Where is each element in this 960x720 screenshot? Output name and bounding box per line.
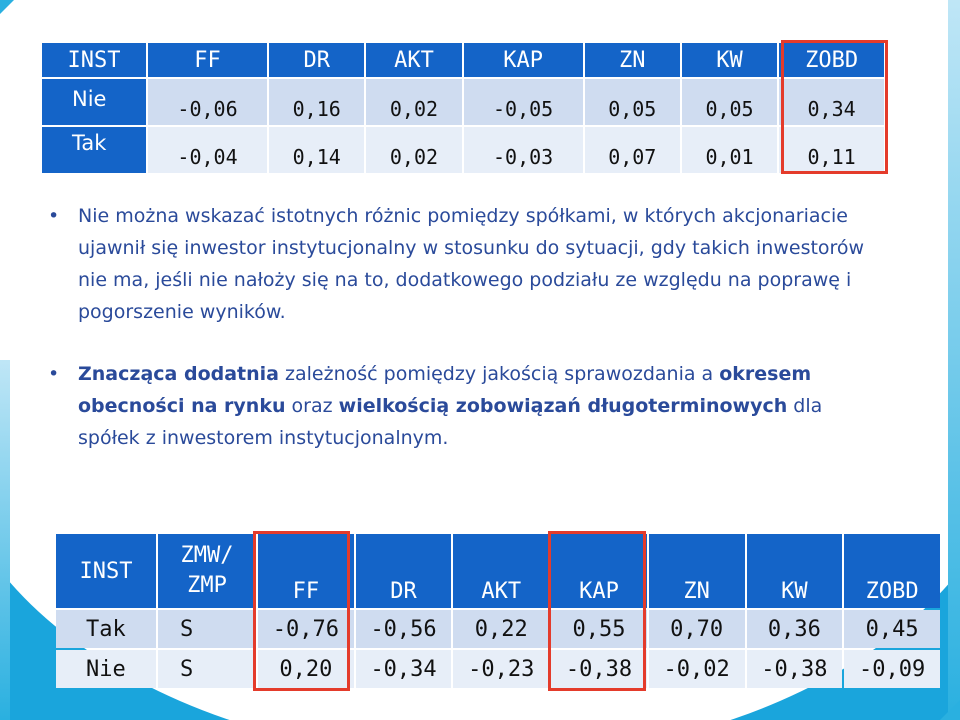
table-cell: 0,20 xyxy=(258,650,354,688)
header-cell: KW xyxy=(682,43,777,77)
table-row xyxy=(42,127,884,173)
table-row xyxy=(56,610,940,648)
bullet-emphasis: wielkością zobowiązań długoterminowych xyxy=(338,395,788,417)
table-cell: -0,34 xyxy=(356,650,452,688)
table-cell: 0,34 xyxy=(779,79,884,125)
row-type: S xyxy=(158,610,256,648)
table-cell: -0,09 xyxy=(844,650,940,688)
bullet-emphasis: Znacząca dodatnia xyxy=(78,363,279,385)
table-cell: 0,70 xyxy=(649,610,745,648)
header-cell: KW xyxy=(747,534,843,608)
table-header-row xyxy=(56,534,940,608)
corner-decoration-bottom-right xyxy=(940,700,960,720)
bullet-text: Nie można wskazać istotnych różnic pomiędzy spółkami, w których akcjonariacie ujawnił się inwestor instytucjonalny w stosunku do sytuacji, gdy takich inwestorów nie ma, jeśli nie nałoży się na to, dodatkowego podziału ze względu na poprawę i pogorszenie wyników. xyxy=(78,205,865,323)
bullet-dot-icon: • xyxy=(48,363,60,385)
bullet-list xyxy=(48,200,878,454)
table-cell: -0,38 xyxy=(551,650,647,688)
row-label: Nie xyxy=(42,79,146,125)
header-cell: ZN xyxy=(649,534,745,608)
table-cell: 0,05 xyxy=(585,79,680,125)
table-cell: -0,04 xyxy=(148,127,267,173)
header-cell: ZOBD xyxy=(779,43,884,77)
header-cell: KAP xyxy=(464,43,583,77)
table-header-row xyxy=(42,43,884,77)
table-cell: -0,02 xyxy=(649,650,745,688)
table-cell: 0,01 xyxy=(682,127,777,173)
header-cell: INST xyxy=(56,534,156,608)
row-label: Tak xyxy=(42,127,146,173)
bullet-text: zależność pomiędzy jakością sprawozdania a xyxy=(278,363,720,385)
bullet-dot-icon: • xyxy=(48,205,60,227)
highlight-box-zobd xyxy=(781,40,888,174)
table-cell: 0,45 xyxy=(844,610,940,648)
row-type: S xyxy=(158,650,256,688)
table-cell: -0,38 xyxy=(747,650,843,688)
left-accent-band xyxy=(0,360,10,720)
bullet-emphasis: okresem obecności na rynku xyxy=(78,363,812,417)
bullet-text: dla spółek z inwestorem instytucjonalnym. xyxy=(78,395,823,449)
header-cell: AKT xyxy=(366,43,461,77)
table-cell: 0,11 xyxy=(779,127,884,173)
header-cell: DR xyxy=(356,534,452,608)
table-cell: 0,05 xyxy=(682,79,777,125)
table-cell: 0,55 xyxy=(551,610,647,648)
header-cell: ZN xyxy=(585,43,680,77)
table-cell: -0,05 xyxy=(464,79,583,125)
row-label: Nie xyxy=(56,650,156,688)
table-cell: 0,16 xyxy=(269,79,364,125)
header-cell: KAP xyxy=(551,534,647,608)
header-cell: FF xyxy=(258,534,354,608)
table-row xyxy=(56,650,940,688)
header-cell: AKT xyxy=(453,534,549,608)
bullet-item xyxy=(48,358,878,454)
header-cell: FF xyxy=(148,43,267,77)
highlight-box-kap xyxy=(548,531,646,691)
bottom-results-table xyxy=(54,532,942,690)
table-cell: 0,36 xyxy=(747,610,843,648)
table-cell: -0,03 xyxy=(464,127,583,173)
highlight-box-ff xyxy=(253,531,350,691)
header-cell: INST xyxy=(42,43,146,77)
table-cell: 0,07 xyxy=(585,127,680,173)
table-cell: -0,56 xyxy=(356,610,452,648)
header-cell: ZMW/ ZMP xyxy=(158,534,256,608)
corner-decoration-top-left xyxy=(0,0,14,14)
table-cell: 0,02 xyxy=(366,127,461,173)
table-cell: 0,22 xyxy=(453,610,549,648)
table-cell: -0,06 xyxy=(148,79,267,125)
header-cell: DR xyxy=(269,43,364,77)
table-cell: 0,02 xyxy=(366,79,461,125)
table-cell: -0,76 xyxy=(258,610,354,648)
row-label: Tak xyxy=(56,610,156,648)
bullet-text: oraz xyxy=(285,395,339,417)
top-results-table xyxy=(40,41,886,175)
right-accent-band xyxy=(948,0,960,720)
table-cell: 0,14 xyxy=(269,127,364,173)
header-cell: ZOBD xyxy=(844,534,940,608)
table-cell: -0,23 xyxy=(453,650,549,688)
bullet-item xyxy=(48,200,878,328)
table-row xyxy=(42,79,884,125)
